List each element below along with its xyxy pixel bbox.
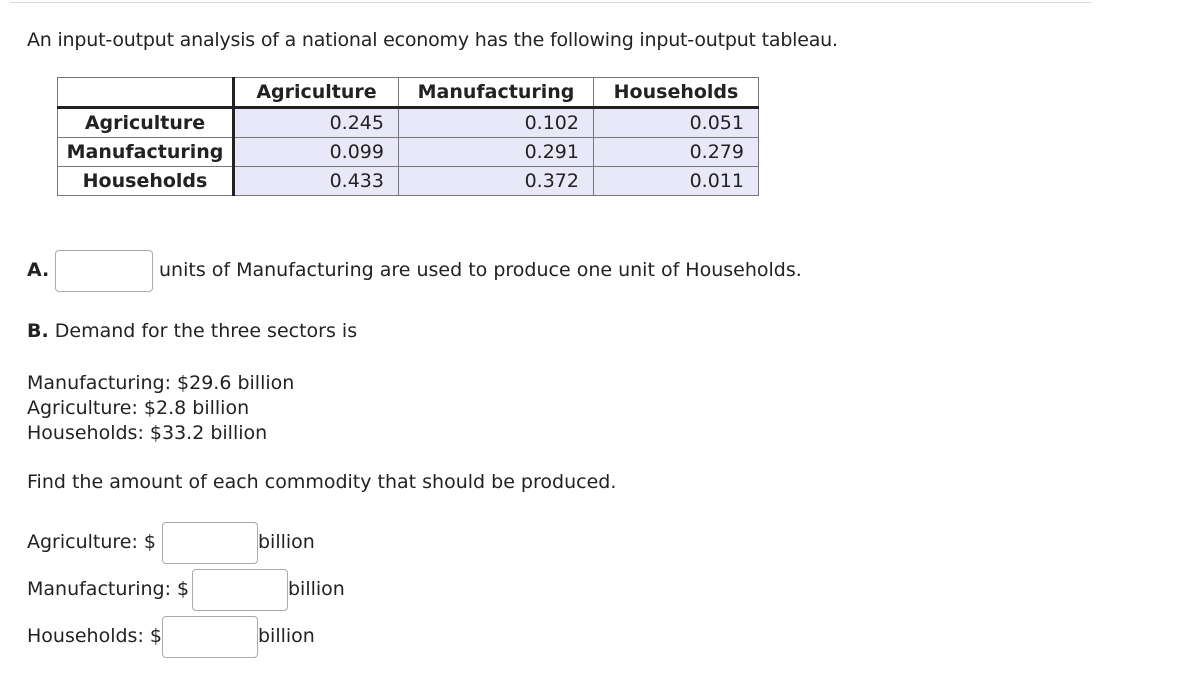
demand-list: [27, 371, 294, 446]
households-answer-label: Households: $: [27, 625, 162, 647]
table-cell: 0.245: [234, 108, 399, 138]
top-divider: [10, 2, 1092, 3]
table-cell: 0.372: [399, 167, 594, 196]
part-a-answer-input[interactable]: [55, 250, 153, 292]
demand-item: Households: $33.2 billion: [27, 422, 268, 444]
row-header-agriculture: Agriculture: [58, 108, 234, 138]
households-answer-input[interactable]: [162, 616, 258, 658]
table-cell: 0.051: [594, 108, 759, 138]
table-corner-cell: [58, 78, 234, 108]
column-header-manufacturing: Manufacturing: [399, 78, 594, 108]
problem-intro: An input-output analysis of a national economy has the following input-output tableau.: [27, 29, 838, 51]
part-b-instruction: Find the amount of each commodity that should be produced.: [27, 471, 617, 493]
column-header-agriculture: Agriculture: [234, 78, 399, 108]
part-a-label: A.: [27, 259, 50, 281]
part-a-text: units of Manufacturing are used to produce one unit of Households.: [159, 259, 802, 281]
row-header-households: Households: [58, 167, 234, 196]
table-cell: 0.102: [399, 108, 594, 138]
column-header-households: Households: [594, 78, 759, 108]
table-cell: 0.433: [234, 167, 399, 196]
table-row: [58, 167, 759, 196]
table-cell: 0.291: [399, 138, 594, 167]
manufacturing-answer-unit: billion: [288, 578, 345, 600]
part-b-text: Demand for the three sectors is: [54, 320, 358, 342]
agriculture-answer-label: Agriculture: $: [27, 531, 157, 553]
agriculture-answer-input[interactable]: [162, 522, 258, 564]
table-row: [58, 108, 759, 138]
demand-item: Agriculture: $2.8 billion: [27, 397, 250, 419]
table-cell: 0.279: [594, 138, 759, 167]
table-row: [58, 138, 759, 167]
table-cell: 0.099: [234, 138, 399, 167]
manufacturing-answer-input[interactable]: [192, 569, 288, 611]
part-b-label: B.: [27, 320, 49, 342]
table-header-row: [58, 78, 759, 108]
part-b-intro: [27, 320, 357, 342]
households-answer-unit: billion: [258, 625, 315, 647]
manufacturing-answer-label: Manufacturing: $: [27, 578, 190, 600]
agriculture-answer-unit: billion: [258, 531, 315, 553]
input-output-table: [57, 77, 759, 196]
table-cell: 0.011: [594, 167, 759, 196]
demand-item: Manufacturing: $29.6 billion: [27, 372, 295, 394]
row-header-manufacturing: Manufacturing: [58, 138, 234, 167]
